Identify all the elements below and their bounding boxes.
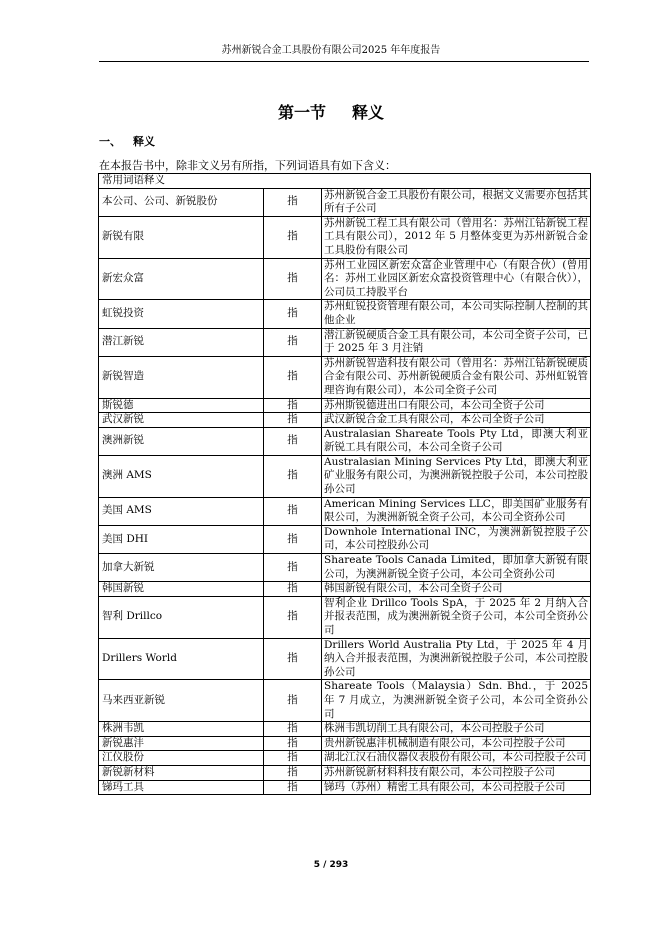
- table-row: [99, 554, 591, 582]
- term-cell: 加拿大新锐: [99, 554, 264, 582]
- term-cell: 美国 DHI: [99, 525, 264, 553]
- zhi-cell: 指: [264, 258, 322, 300]
- table-row: [99, 736, 591, 751]
- zhi-cell: 指: [264, 497, 322, 525]
- zhi-cell: 指: [264, 680, 322, 722]
- definition-cell: 湖北江汉石油仪器仪表股份有限公司，本公司控股子公司: [322, 751, 591, 766]
- term-cell: Drillers World: [99, 638, 264, 680]
- zhi-cell: 指: [264, 736, 322, 751]
- definition-cell: 武汉新锐合金工具有限公司，本公司全资子公司: [322, 413, 591, 428]
- definition-cell: 韩国新锐有限公司，本公司全资子公司: [322, 582, 591, 597]
- term-cell: 株洲韦凯: [99, 722, 264, 737]
- definition-cell: 苏州新锐工程工具有限公司（曾用名：苏州江钻新锐工程工具有限公司），2012 年 5 月整体变更为苏州新锐合金工具股份有限公司: [322, 216, 591, 258]
- zhi-cell: 指: [264, 300, 322, 328]
- term-cell: 美国 AMS: [99, 497, 264, 525]
- term-cell: 马来西亚新锐: [99, 680, 264, 722]
- definition-cell: Drillers World Australia Pty Ltd，于 2025 年 4 月纳入合并报表范围，为澳洲新锐控股子公司，本公司控股孙公司: [322, 638, 591, 680]
- zhi-cell: 指: [264, 780, 322, 795]
- definition-cell: American Mining Services LLC，即美国矿业服务有限公司，为澳洲新锐全资子公司，本公司全资孙公司: [322, 497, 591, 525]
- sub-heading-number: 一、: [99, 135, 121, 148]
- table-row: [99, 398, 591, 413]
- definition-cell: 苏州新锐合金工具股份有限公司，根据文义需要亦包括其所有子公司: [322, 188, 591, 216]
- zhi-cell: 指: [264, 216, 322, 258]
- term-cell: 新宏众富: [99, 258, 264, 300]
- zhi-cell: 指: [264, 328, 322, 356]
- table-row: [99, 751, 591, 766]
- page-number: 5 / 293: [313, 860, 349, 870]
- table-row: [99, 765, 591, 780]
- definition-cell: 苏州新锐新材料科技有限公司，本公司控股子公司: [322, 765, 591, 780]
- table-row: [99, 427, 591, 455]
- zhi-cell: 指: [264, 582, 322, 597]
- definition-cell: 潜江新锐硬质合金工具有限公司，本公司全资子公司，已于 2025 年 3 月注销: [322, 328, 591, 356]
- term-cell: 新锐智造: [99, 356, 264, 398]
- definition-cell: Downhole International INC，为澳洲新锐控股子公司，本公司控股孙公司: [322, 525, 591, 553]
- term-cell: 智利 Drillco: [99, 596, 264, 638]
- definition-cell: Shareate Tools Canada Limited，即加拿大新锐有限公司，为澳洲新锐全资子公司，本公司全资孙公司: [322, 554, 591, 582]
- header-rule: [99, 61, 589, 62]
- definition-cell: Shareate Tools（Malaysia）Sdn. Bhd.，于 2025 年 7 月成立，为澳洲新锐全资子公司，本公司全资孙公司: [322, 680, 591, 722]
- zhi-cell: 指: [264, 525, 322, 553]
- table-row: [99, 582, 591, 597]
- table-row: [99, 455, 591, 497]
- table-row: [99, 188, 591, 216]
- zhi-cell: 指: [264, 455, 322, 497]
- term-cell: 武汉新锐: [99, 413, 264, 428]
- zhi-cell: 指: [264, 765, 322, 780]
- zhi-cell: 指: [264, 413, 322, 428]
- zhi-cell: 指: [264, 554, 322, 582]
- zhi-cell: 指: [264, 398, 322, 413]
- term-cell: 澳洲 AMS: [99, 455, 264, 497]
- table-row: [99, 300, 591, 328]
- table-row: [99, 328, 591, 356]
- zhi-cell: 指: [264, 188, 322, 216]
- term-cell: 斯锐德: [99, 398, 264, 413]
- report-header-title: 苏州新锐合金工具股份有限公司2025 年年度报告: [221, 45, 441, 56]
- section-name: 释义: [352, 103, 385, 122]
- zhi-cell: 指: [264, 596, 322, 638]
- section-number: 第一节: [277, 103, 326, 122]
- definition-cell: 贵州新锐惠沣机械制造有限公司，本公司控股子公司: [322, 736, 591, 751]
- table-row: [99, 525, 591, 553]
- definition-cell: 苏州新锐智造科技有限公司（曾用名：苏州江钻新锐硬质合金有限公司、苏州新锐硬质合金有限公司、苏州虹锐管理咨询有限公司），本公司全资子公司: [322, 356, 591, 398]
- table-row: [99, 722, 591, 737]
- intro-text: 在本报告书中，除非文义另有所指，下列词语具有如下含义：: [99, 159, 396, 172]
- definition-cell: 株洲韦凯切削工具有限公司，本公司控股子公司: [322, 722, 591, 737]
- sub-heading-label: 释义: [133, 135, 155, 148]
- definition-cell: 苏州斯锐德进出口有限公司，本公司全资子公司: [322, 398, 591, 413]
- term-cell: 虹锐投资: [99, 300, 264, 328]
- table-row: [99, 258, 591, 300]
- table-row: [99, 680, 591, 722]
- zhi-cell: 指: [264, 722, 322, 737]
- term-cell: 新锐新材料: [99, 765, 264, 780]
- table-row: [99, 216, 591, 258]
- section-title: [0, 103, 662, 123]
- table-row: [99, 596, 591, 638]
- term-cell: 江仪股份: [99, 751, 264, 766]
- term-cell: 新锐惠沣: [99, 736, 264, 751]
- term-cell: 新锐有限: [99, 216, 264, 258]
- definition-cell: Australasian Shareate Tools Pty Ltd，即澳大利亚新锐工具有限公司，本公司全资子公司: [322, 427, 591, 455]
- term-cell: 韩国新锐: [99, 582, 264, 597]
- definition-cell: Australasian Mining Services Pty Ltd，即澳大利亚矿业服务有限公司，为澳洲新锐控股子公司，本公司控股孙公司: [322, 455, 591, 497]
- term-cell: 澳洲新锐: [99, 427, 264, 455]
- definition-cell: 苏州虹锐投资管理有限公司，本公司实际控制人控制的其他企业: [322, 300, 591, 328]
- table-row: [99, 497, 591, 525]
- zhi-cell: 指: [264, 751, 322, 766]
- table-caption: 常用词语释义: [99, 174, 591, 189]
- table-row: [99, 413, 591, 428]
- zhi-cell: 指: [264, 638, 322, 680]
- term-cell: 潜江新锐: [99, 328, 264, 356]
- table-row: [99, 638, 591, 680]
- definition-cell: 苏州工业园区新宏众富企业管理中心（有限合伙）(曾用名：苏州工业园区新宏众富投资管理中心（有限合伙）），公司员工持股平台: [322, 258, 591, 300]
- definitions-table: [98, 173, 591, 795]
- sub-heading: [99, 135, 155, 149]
- zhi-cell: 指: [264, 356, 322, 398]
- table-row: [99, 356, 591, 398]
- table-caption-row: [99, 174, 591, 189]
- definition-cell: 智利企业 Drillco Tools SpA，于 2025 年 2 月纳入合并报表范围，成为澳洲新锐全资子公司，本公司全资孙公司: [322, 596, 591, 638]
- definition-cell: 锑玛（苏州）精密工具有限公司，本公司控股子公司: [322, 780, 591, 795]
- table-row: [99, 780, 591, 795]
- term-cell: 本公司、公司、新锐股份: [99, 188, 264, 216]
- term-cell: 锑玛工具: [99, 780, 264, 795]
- zhi-cell: 指: [264, 427, 322, 455]
